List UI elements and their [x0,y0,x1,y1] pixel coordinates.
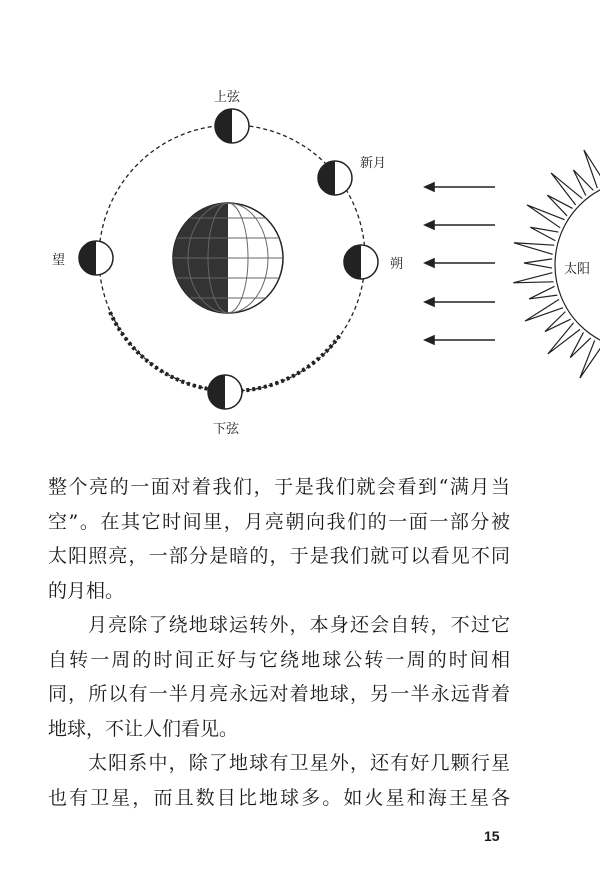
label-sun: 太阳 [564,262,591,277]
text-line: 太阳系中，除了地球有卫星外，还有好几颗行星 [88,752,510,774]
moon-crescent-icon [318,161,352,195]
label-full-moon: 望 [52,253,66,268]
moon-full-icon [79,241,113,275]
moon-first-quarter-icon [215,109,249,143]
page-number: 15 [484,828,500,844]
earth-icon [173,203,283,313]
label-crescent: 新月 [360,156,387,171]
sunlight-arrows [425,183,495,344]
text-line: 也有卫星，而且数目比地球多。如火星和海王星各 [48,786,510,809]
text-line: 空”。在其它时间里，月亮朝向我们的一面一部分被 [48,510,510,533]
text-line: 自转一周的时间正好与它绕地球公转一周的时间相 [48,648,510,671]
body-text [48,470,510,815]
text-line: 整个亮的一面对着我们，于是我们就会看到“满月当 [48,476,510,498]
text-line: 的月相。 [48,579,125,602]
label-last-quarter: 下弦 [213,422,240,437]
moon-last-quarter-icon [208,375,242,409]
label-new-moon: 朔 [390,257,404,272]
moon-new-icon [344,245,378,279]
label-first-quarter: 上弦 [214,90,241,105]
text-line: 同，所以有一半月亮永远对着地球，另一半永远背着 [48,683,510,705]
text-line: 地球，不让人们看见。 [48,717,239,740]
text-line: 太阳照亮，一部分是暗的，于是我们就可以看见不同 [48,545,510,567]
text-line: 月亮除了绕地球运转外，本身还会自转，不过它 [88,614,510,636]
